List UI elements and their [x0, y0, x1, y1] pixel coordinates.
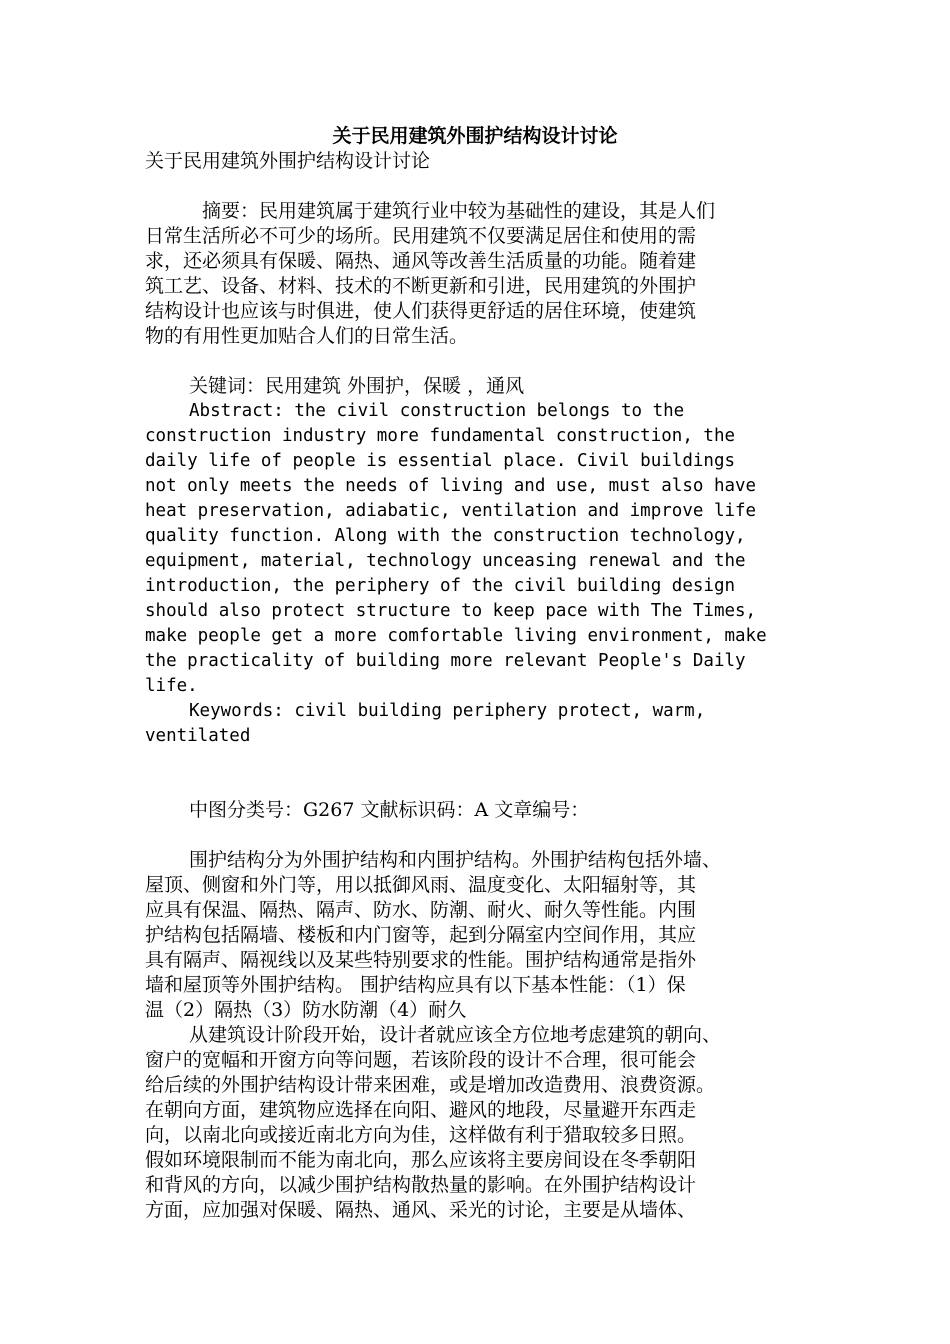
- abstract-en-line: Abstract: the civil construction belongs to the: [189, 401, 685, 421]
- abstract-cn-line: 日常生活所必不可少的场所。民用建筑不仅要满足居住和使用的需: [145, 225, 697, 247]
- abstract-en-line: the practicality of building more relevant People's Daily: [145, 651, 746, 671]
- classification: [145, 798, 810, 823]
- paragraph-line: 具有隔声、隔视线以及某些特别要求的性能。围护结构通常是指外: [145, 949, 697, 971]
- paragraph-line: 在朝向方面，建筑物应选择在向阳、避风的地段，尽量避开东西走: [145, 1099, 697, 1121]
- abstract-en-line: not only meets the needs of living and use, must also have: [145, 476, 757, 496]
- paragraph-line: 窗户的宽幅和开窗方向等问题，若该阶段的设计不合理，很可能会: [145, 1049, 697, 1071]
- abstract-cn-line: 物的有用性更加贴合人们的日常生活。: [145, 325, 469, 347]
- keywords-en-line: ventilated: [145, 726, 251, 746]
- abstract-cn-line: 筑工艺、设备、材料、技术的不断更新和引进，民用建筑的外围护: [145, 275, 697, 297]
- abstract-cn-line: 求，还必须具有保暖、隔热、通风等改善生活质量的功能。随着建: [145, 250, 697, 272]
- body-paragraph-1: [145, 848, 810, 1023]
- paragraph-line: 墙和屋顶等外围护结构。 围护结构应具有以下基本性能：（1）保: [145, 974, 686, 996]
- abstract-en-line: should also protect structure to keep pace with The Times,: [145, 601, 757, 621]
- body-paragraph-2: [145, 1023, 810, 1223]
- abstract-en-line: make people get a more comfortable living environment, make: [145, 626, 767, 646]
- keywords-en: [145, 699, 810, 749]
- abstract-cn: [145, 199, 810, 349]
- keywords-cn-line: 关键词：民用建筑 外围护，保暖 ，通风: [189, 375, 525, 397]
- paragraph-line: 从建筑设计阶段开始，设计者就应该全方位地考虑建筑的朝向、: [189, 1024, 722, 1046]
- abstract-en: [145, 399, 810, 699]
- abstract-en-line: construction industry more fundamental construction, the: [145, 426, 736, 446]
- document-subtitle: 关于民用建筑外围护结构设计讨论: [145, 150, 431, 172]
- classification-line: 中图分类号：G267 文献标识码：A 文章编号：: [189, 799, 590, 821]
- abstract-cn-line: 摘要：民用建筑属于建筑行业中较为基础性的建设，其是人们: [202, 200, 716, 222]
- paragraph-line: 应具有保温、隔热、隔声、防水、防潮、耐火、耐久等性能。内围: [145, 899, 697, 921]
- paragraph-line: 屋顶、侧窗和外门等，用以抵御风雨、温度变化、太阳辐射等，其: [145, 874, 697, 896]
- abstract-en-line: equipment, material, technology unceasing renewal and the: [145, 551, 746, 571]
- abstract-cn-line: 结构设计也应该与时俱进，使人们获得更舒适的居住环境，使建筑: [145, 300, 697, 322]
- keywords-cn: [145, 374, 810, 399]
- document-title: 关于民用建筑外围护结构设计讨论: [332, 125, 618, 147]
- paragraph-line: 护结构包括隔墙、楼板和内门窗等，起到分隔室内空间作用，其应: [145, 924, 697, 946]
- paragraph-line: 给后续的外围护结构设计带来困难，或是增加改造费用、浪费资源。: [145, 1074, 716, 1096]
- paragraph-line: 和背风的方向，以减少围护结构散热量的影响。在外围护结构设计: [145, 1174, 697, 1196]
- paragraph-line: 温（2）隔热（3）防水防潮（4）耐久: [145, 999, 467, 1021]
- keywords-en-line: Keywords: civil building periphery protect, warm,: [189, 701, 706, 721]
- abstract-en-line: life.: [145, 676, 198, 696]
- abstract-en-line: introduction, the periphery of the civil building design: [145, 576, 736, 596]
- abstract-en-line: quality function. Along with the construction technology,: [145, 526, 746, 546]
- paragraph-line: 假如环境限制而不能为南北向，那么应该将主要房间设在冬季朝阳: [145, 1149, 697, 1171]
- paragraph-line: 向，以南北向或接近南北方向为佳，这样做有利于猎取较多日照。: [145, 1124, 697, 1146]
- paragraph-line: 围护结构分为外围护结构和内围护结构。外围护结构包括外墙、: [189, 849, 722, 871]
- abstract-en-line: daily life of people is essential place. Civil buildings: [145, 451, 736, 471]
- abstract-en-line: heat preservation, adiabatic, ventilation and improve life: [145, 501, 757, 521]
- paragraph-line: 方面，应加强对保暖、隔热、通风、采光的讨论，主要是从墙体、: [145, 1199, 697, 1221]
